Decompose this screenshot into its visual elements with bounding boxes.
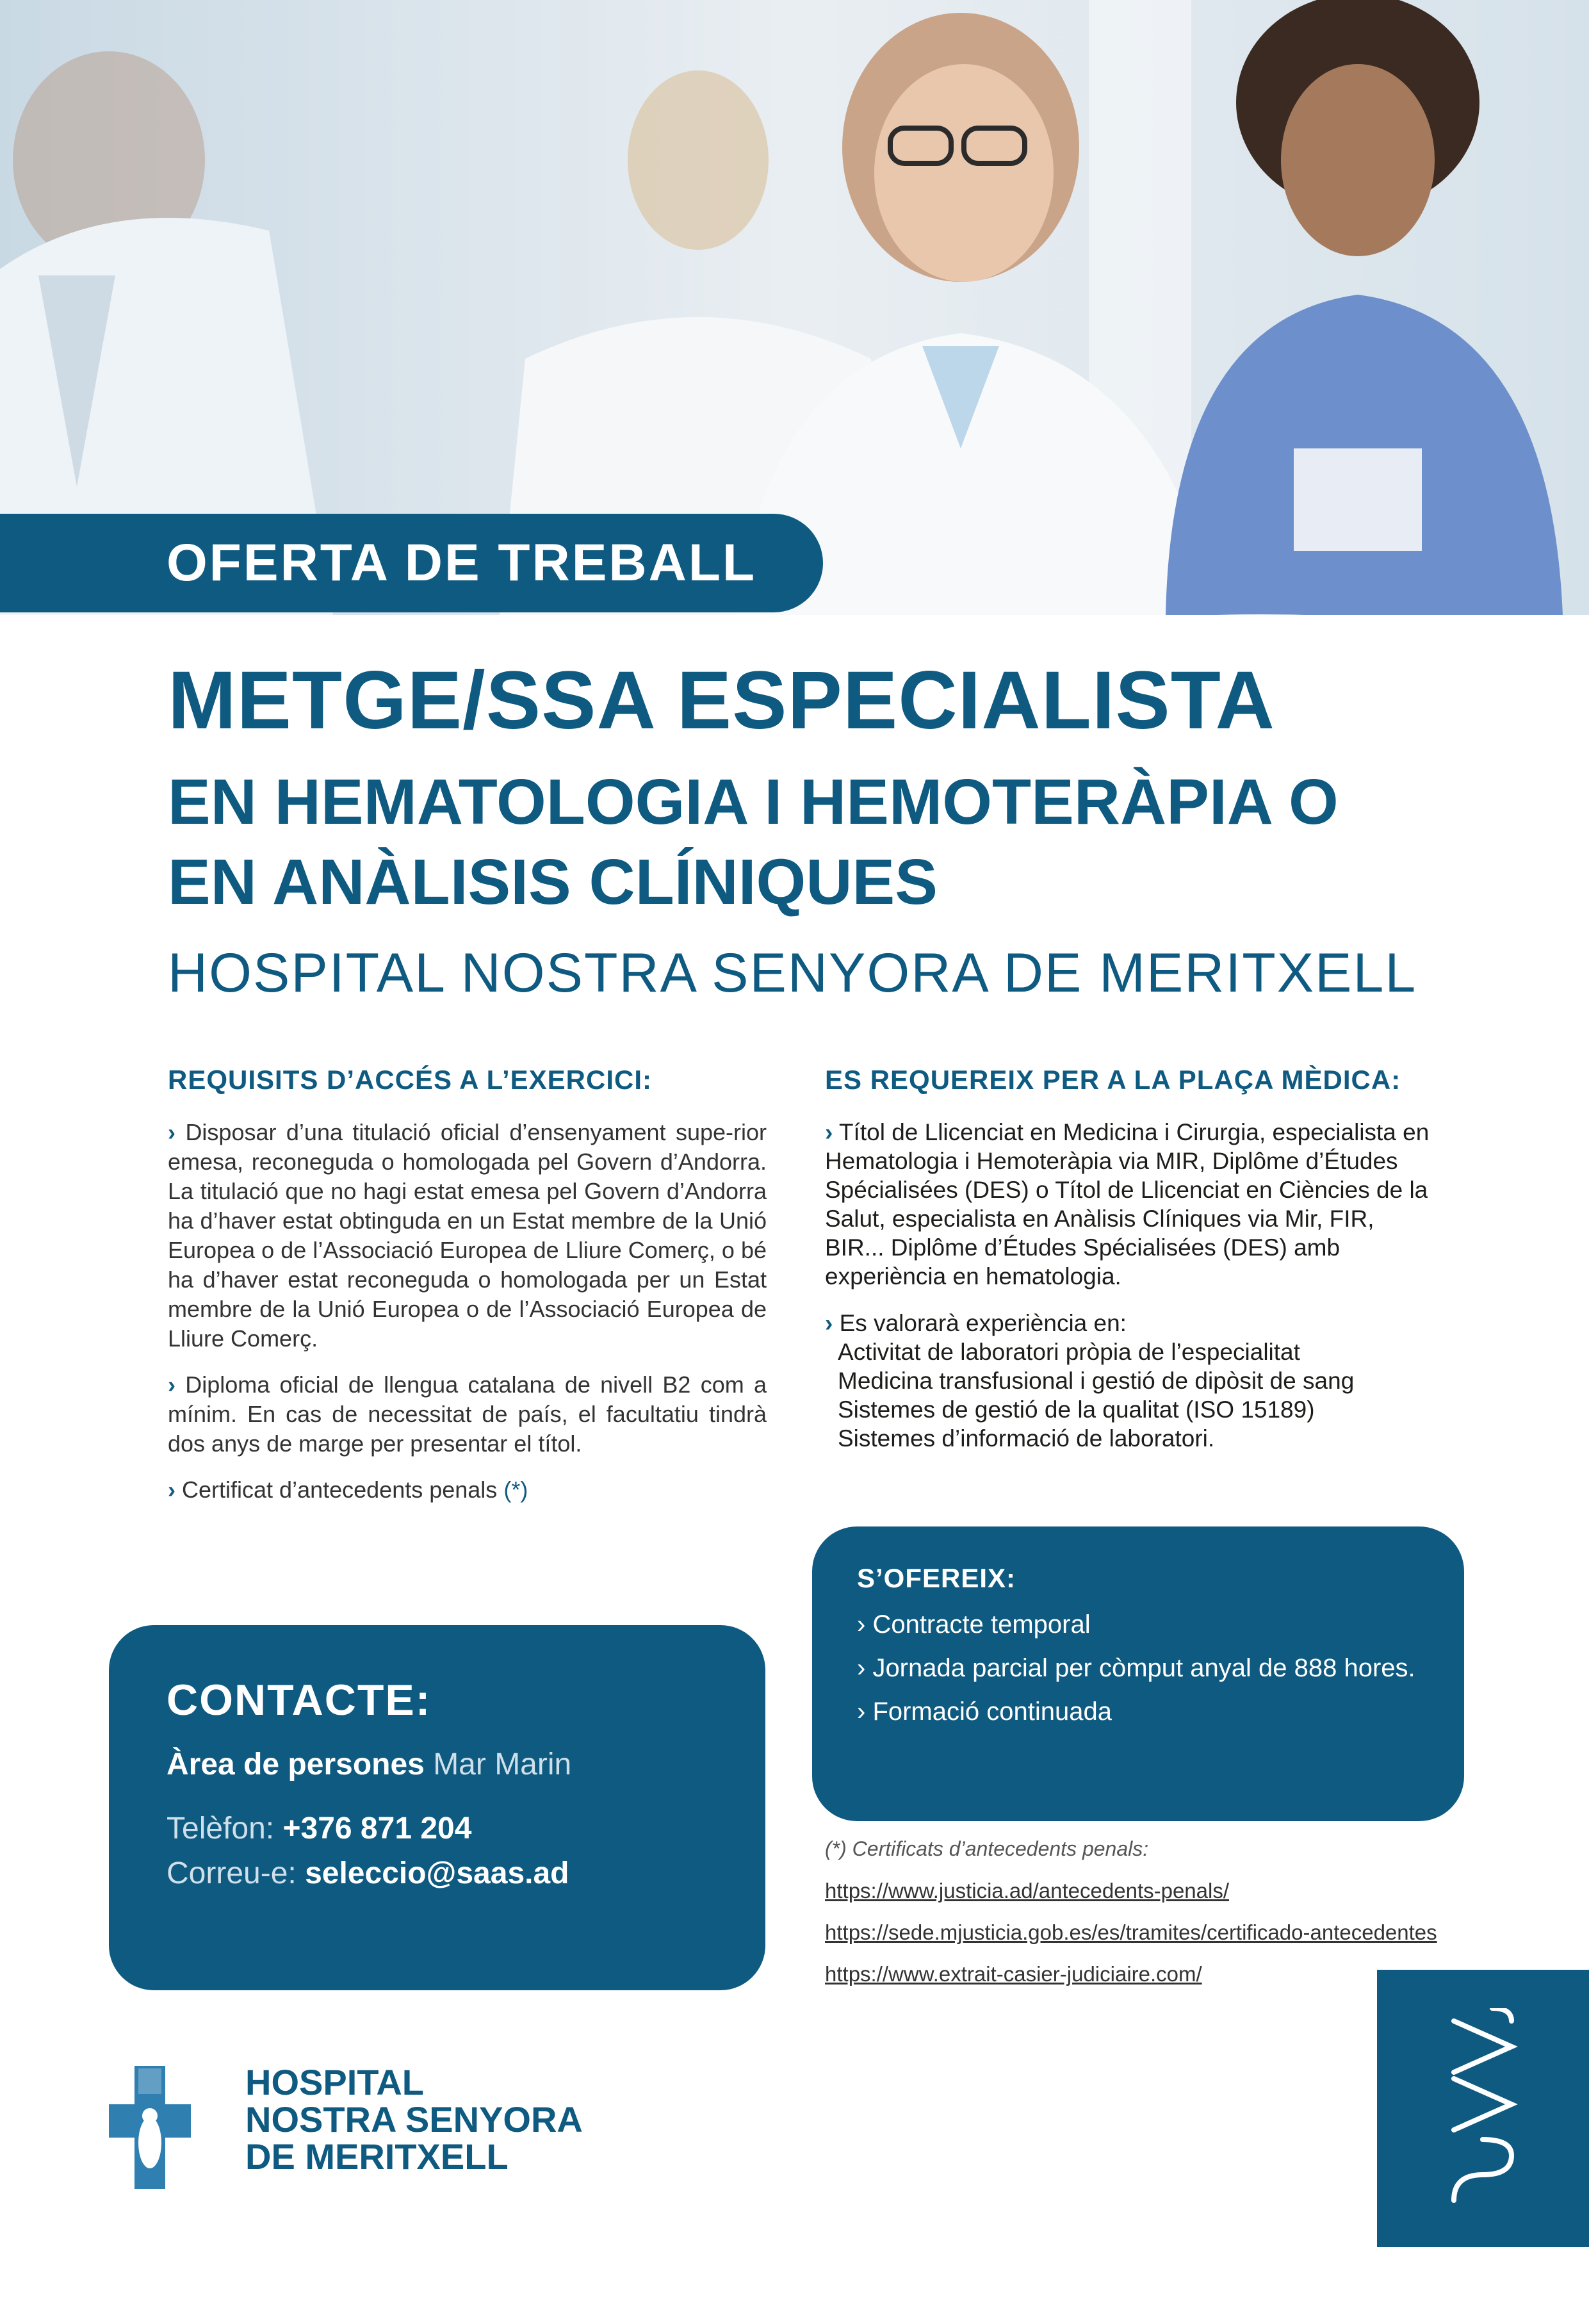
certificate-link[interactable]: https://sede.mjusticia.gob.es/es/tramites/certificado-antecedentes <box>825 1920 1437 1944</box>
contact-area: Àrea de persones Mar Marin <box>167 1747 572 1781</box>
plaza-heading: ES REQUEREIX PER A LA PLAÇA MÈDICA: <box>825 1065 1401 1095</box>
hospital-name: HOSPITAL NOSTRA SENYORA DE MERITXELL <box>168 942 1417 1004</box>
job-title-line1: METGE/SSA ESPECIALISTA <box>168 655 1275 746</box>
email-link[interactable]: seleccio@saas.ad <box>305 1856 569 1890</box>
asterisk-note: (*) <box>503 1477 528 1503</box>
experience-line: Activitat de laboratori pròpia de l’especialitat <box>838 1339 1300 1365</box>
certificates-note: (*) Certificats d’antecedents penals: <box>825 1837 1149 1860</box>
contact-phone: Telèfon: +376 871 204 <box>167 1812 472 1845</box>
hospital-logo-text: HOSPITAL NOSTRA SENYORA DE MERITXELL <box>245 2062 583 2177</box>
offers-box <box>812 1526 1464 1821</box>
plaza-item: › Títol de Llicenciat en Medicina i Cirurgia, especialista en Hematologia i Hemoteràpia via MIR, Diplôme d’Études Spécialisées (DES) o Títol de Llicenciat en Ciències de la Salut, especialista en Anàlisis Clíniques via Mir, FIR, BIR... Diplôme d’Études Spécialisées (DES) amb experiència en hematologia. <box>825 1119 1430 1289</box>
offer-item: › Formació continuada <box>857 1698 1112 1726</box>
contact-box <box>109 1625 765 1990</box>
requirements-list <box>168 1118 767 1521</box>
offers-list <box>857 1608 1433 1739</box>
requirement-item: › Diploma oficial de llengua catalana de nivell B2 com a mínim. En cas de necessitat de país, el facultatiu tindrà dos anys de marge per presentar el títol. <box>168 1371 767 1457</box>
chevron-right-icon: › <box>168 1477 175 1503</box>
saas-logo-bar <box>1377 1970 1589 2247</box>
job-title-line3: EN ANÀLISIS CLÍNIQUES <box>168 846 938 918</box>
offers-heading: S’OFEREIX: <box>857 1563 1016 1593</box>
contact-heading: CONTACTE: <box>167 1676 432 1724</box>
requirement-item: › Disposar d’una titulació oficial d’ensenyament supe-rior emesa, reconeguda o homologada pel Govern d’Andorra. La titulació que no hagi estat emesa pel Govern d’Andorra ha d’haver estat obtinguda en un Estat membre de la Unió Europea o de l’Associació Europea de Lliure Comerç, o bé ha d’haver estat reconeguda o homologada per un Estat membre de la Unió Europea o de l’Associació Europea de Lliure Comerç. <box>168 1119 767 1352</box>
offer-item: › Jornada parcial per còmput anyal de 888 hores. <box>857 1654 1415 1682</box>
hospital-cross-icon <box>109 2066 191 2189</box>
certificate-link[interactable]: https://www.extrait-casier-judiciaire.com/ <box>825 1962 1202 1986</box>
experience-line: Medicina transfusional i gestió de dipòsit de sang <box>838 1368 1355 1394</box>
offer-tag: OFERTA DE TREBALL <box>0 514 823 612</box>
certificate-link[interactable]: https://www.justicia.ad/antecedents-penals/ <box>825 1879 1230 1903</box>
requirement-item: › Certificat d’antecedents penals (*) <box>168 1477 528 1503</box>
offer-item: › Contracte temporal <box>857 1610 1091 1639</box>
contact-email: Correu-e: seleccio@saas.ad <box>167 1856 569 1890</box>
job-title-line2: EN HEMATOLOGIA I HEMOTERÀPIA O <box>168 766 1339 838</box>
phone-number[interactable]: +376 871 204 <box>282 1812 472 1845</box>
chevron-right-icon: › <box>825 1310 833 1336</box>
plaza-item: › Es valorarà experiència en: Activitat de laboratori pròpia de l’especialitat Medicina transfusional i gestió de dipòsit de sang Sistemes de gestió de la qualitat (ISO 15189) Sistemes d’informació de laboratori. <box>825 1309 1440 1453</box>
chevron-right-icon: › <box>168 1119 175 1145</box>
chevron-right-icon: › <box>825 1119 833 1145</box>
requirements-heading: REQUISITS D’ACCÉS A L’EXERCICI: <box>168 1065 652 1095</box>
saas-logo-icon <box>1441 2008 1524 2213</box>
plaza-list <box>825 1118 1440 1471</box>
chevron-right-icon: › <box>168 1371 175 1398</box>
experience-line: Sistemes de gestió de la qualitat (ISO 15189) <box>838 1396 1315 1423</box>
experience-line: Sistemes d’informació de laboratori. <box>838 1425 1215 1452</box>
